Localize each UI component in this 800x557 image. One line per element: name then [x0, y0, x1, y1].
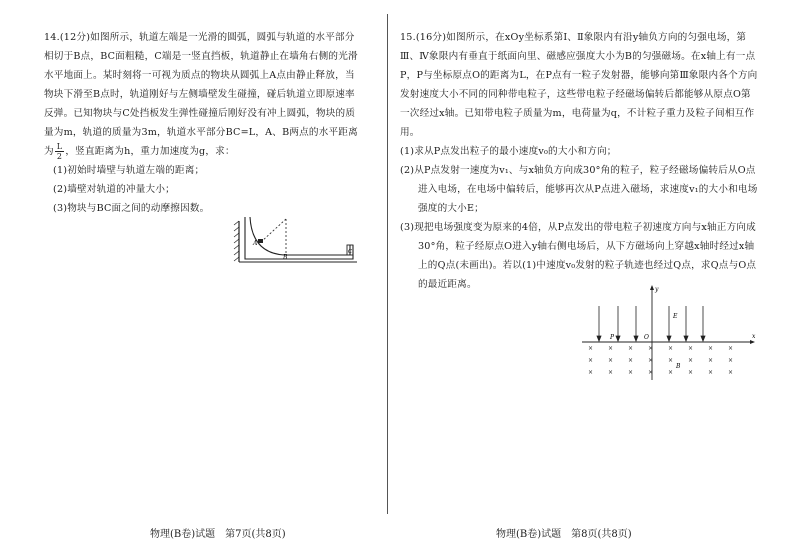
question-14-item-2: (2)墙壁对轨道的冲量大小；: [53, 184, 175, 195]
question-14: [44, 28, 364, 218]
question-15-item-2: (2)从P点发射一速度为v₁、与x轴负方向成30°角的粒子，粒子经磁场偏转后从O点进入电场，在电场中偏转后，能够再次从P点进入磁场，求速度v₁的大小和电场强度的大小E；: [400, 165, 758, 214]
svg-text:×: ×: [608, 345, 614, 352]
svg-text:×: ×: [668, 369, 674, 376]
label-p: P: [610, 334, 615, 341]
left-page: [0, 0, 385, 557]
question-15-item-1: (1)求从P点发出粒子的最小速度v₀的大小和方向；: [400, 146, 617, 157]
svg-text:×: ×: [588, 345, 594, 352]
field-figure: [580, 282, 760, 382]
magnetic-field-crosses: [588, 345, 733, 376]
svg-text:×: ×: [668, 357, 674, 364]
svg-text:×: ×: [608, 357, 614, 364]
svg-text:×: ×: [628, 369, 634, 376]
track-figure: [232, 215, 362, 267]
label-a: A: [253, 240, 258, 247]
label-o: O: [644, 334, 649, 341]
right-page-footer: 物理(B卷)试题 第8页(共8页): [496, 529, 632, 540]
right-page: [392, 0, 800, 557]
svg-text:×: ×: [708, 345, 714, 352]
block-icon: [258, 239, 263, 243]
svg-text:×: ×: [708, 369, 714, 376]
axis-x-label: x: [752, 333, 756, 340]
question-14-item-1: (1)初始时墙壁与轨道左端的距离；: [53, 165, 205, 176]
question-15-item-3: (3)现把电场强度变为原来的4倍，从P点发出的带电粒子初速度方向与x轴正方向成30°角，粒子经原点O进入y轴右侧电场后，从下方磁场向上穿越x轴时经过x轴上的Q点(未画出)。若以(1)中速度v₀发射的粒子轨迹也经过Q点，求Q点与O点的最近距离。: [400, 222, 757, 290]
label-e: E: [673, 313, 678, 320]
svg-text:×: ×: [648, 357, 654, 364]
svg-text:×: ×: [728, 369, 734, 376]
page-divider: [387, 14, 388, 514]
svg-text:×: ×: [728, 345, 734, 352]
svg-text:×: ×: [608, 369, 614, 376]
svg-text:×: ×: [588, 357, 594, 364]
svg-text:×: ×: [688, 369, 694, 376]
svg-text:×: ×: [628, 345, 634, 352]
label-b: B: [283, 254, 288, 261]
svg-text:×: ×: [628, 357, 634, 364]
left-page-footer: 物理(B卷)试题 第7页(共8页): [150, 529, 286, 540]
svg-text:×: ×: [588, 369, 594, 376]
question-15-intro: 15.(16分)如图所示，在xOy坐标系第Ⅰ、Ⅱ象限内有沿y轴负方向的匀强电场，第Ⅲ、Ⅳ象限内有垂直于纸面向里、磁感应强度大小为B的匀强磁场。在x轴上有一点P，P与坐标原点O的距离为L，在P点有一粒子发射器，能够向第Ⅲ象限内各个方向发射速度大小不同的同种带电粒子，这些带电粒子经磁场偏转后都能够从原点O第一次经过x轴。已知带电粒子质量为m，电荷量为q，不计粒子重力及粒子间相互作用。: [400, 32, 758, 138]
axis-y-label: y: [655, 286, 659, 293]
question-14-item-3: (3)物块与BC面之间的动摩擦因数。: [53, 203, 210, 214]
svg-text:×: ×: [708, 357, 714, 364]
svg-text:×: ×: [668, 345, 674, 352]
svg-text:×: ×: [648, 345, 654, 352]
label-c: C: [348, 249, 353, 255]
question-15: [400, 28, 758, 294]
question-14-intro: 14.(12分)如图所示，轨道左端是一光滑的圆弧，圆弧与轨道的水平部分相切于B点，BC面粗糙，C端是一竖直挡板，轨道静止在墙角右侧的光滑水平地面上。某时刻将一可视为质点的物块从圆弧上A点由静止释放，当物块下滑至B点时，轨道刚好与左侧墙壁发生碰撞，碰后轨道立即原速率反弹。已知物块与C处挡板发生弹性碰撞后刚好没有冲上圆弧，物块的质量为m，轨道的质量为3m，轨道水平部分BC=L，A、B两点的水平距离为 $\frac{L}{2}$ ，竖直距离为h，重力加速度为g，求：: [44, 32, 358, 161]
label-b: B: [676, 363, 681, 370]
svg-text:×: ×: [728, 357, 734, 364]
svg-text:×: ×: [688, 357, 694, 364]
fraction-l-over-2: $\frac{L}{2}$: [56, 142, 63, 161]
svg-text:×: ×: [688, 345, 694, 352]
svg-text:×: ×: [648, 369, 654, 376]
